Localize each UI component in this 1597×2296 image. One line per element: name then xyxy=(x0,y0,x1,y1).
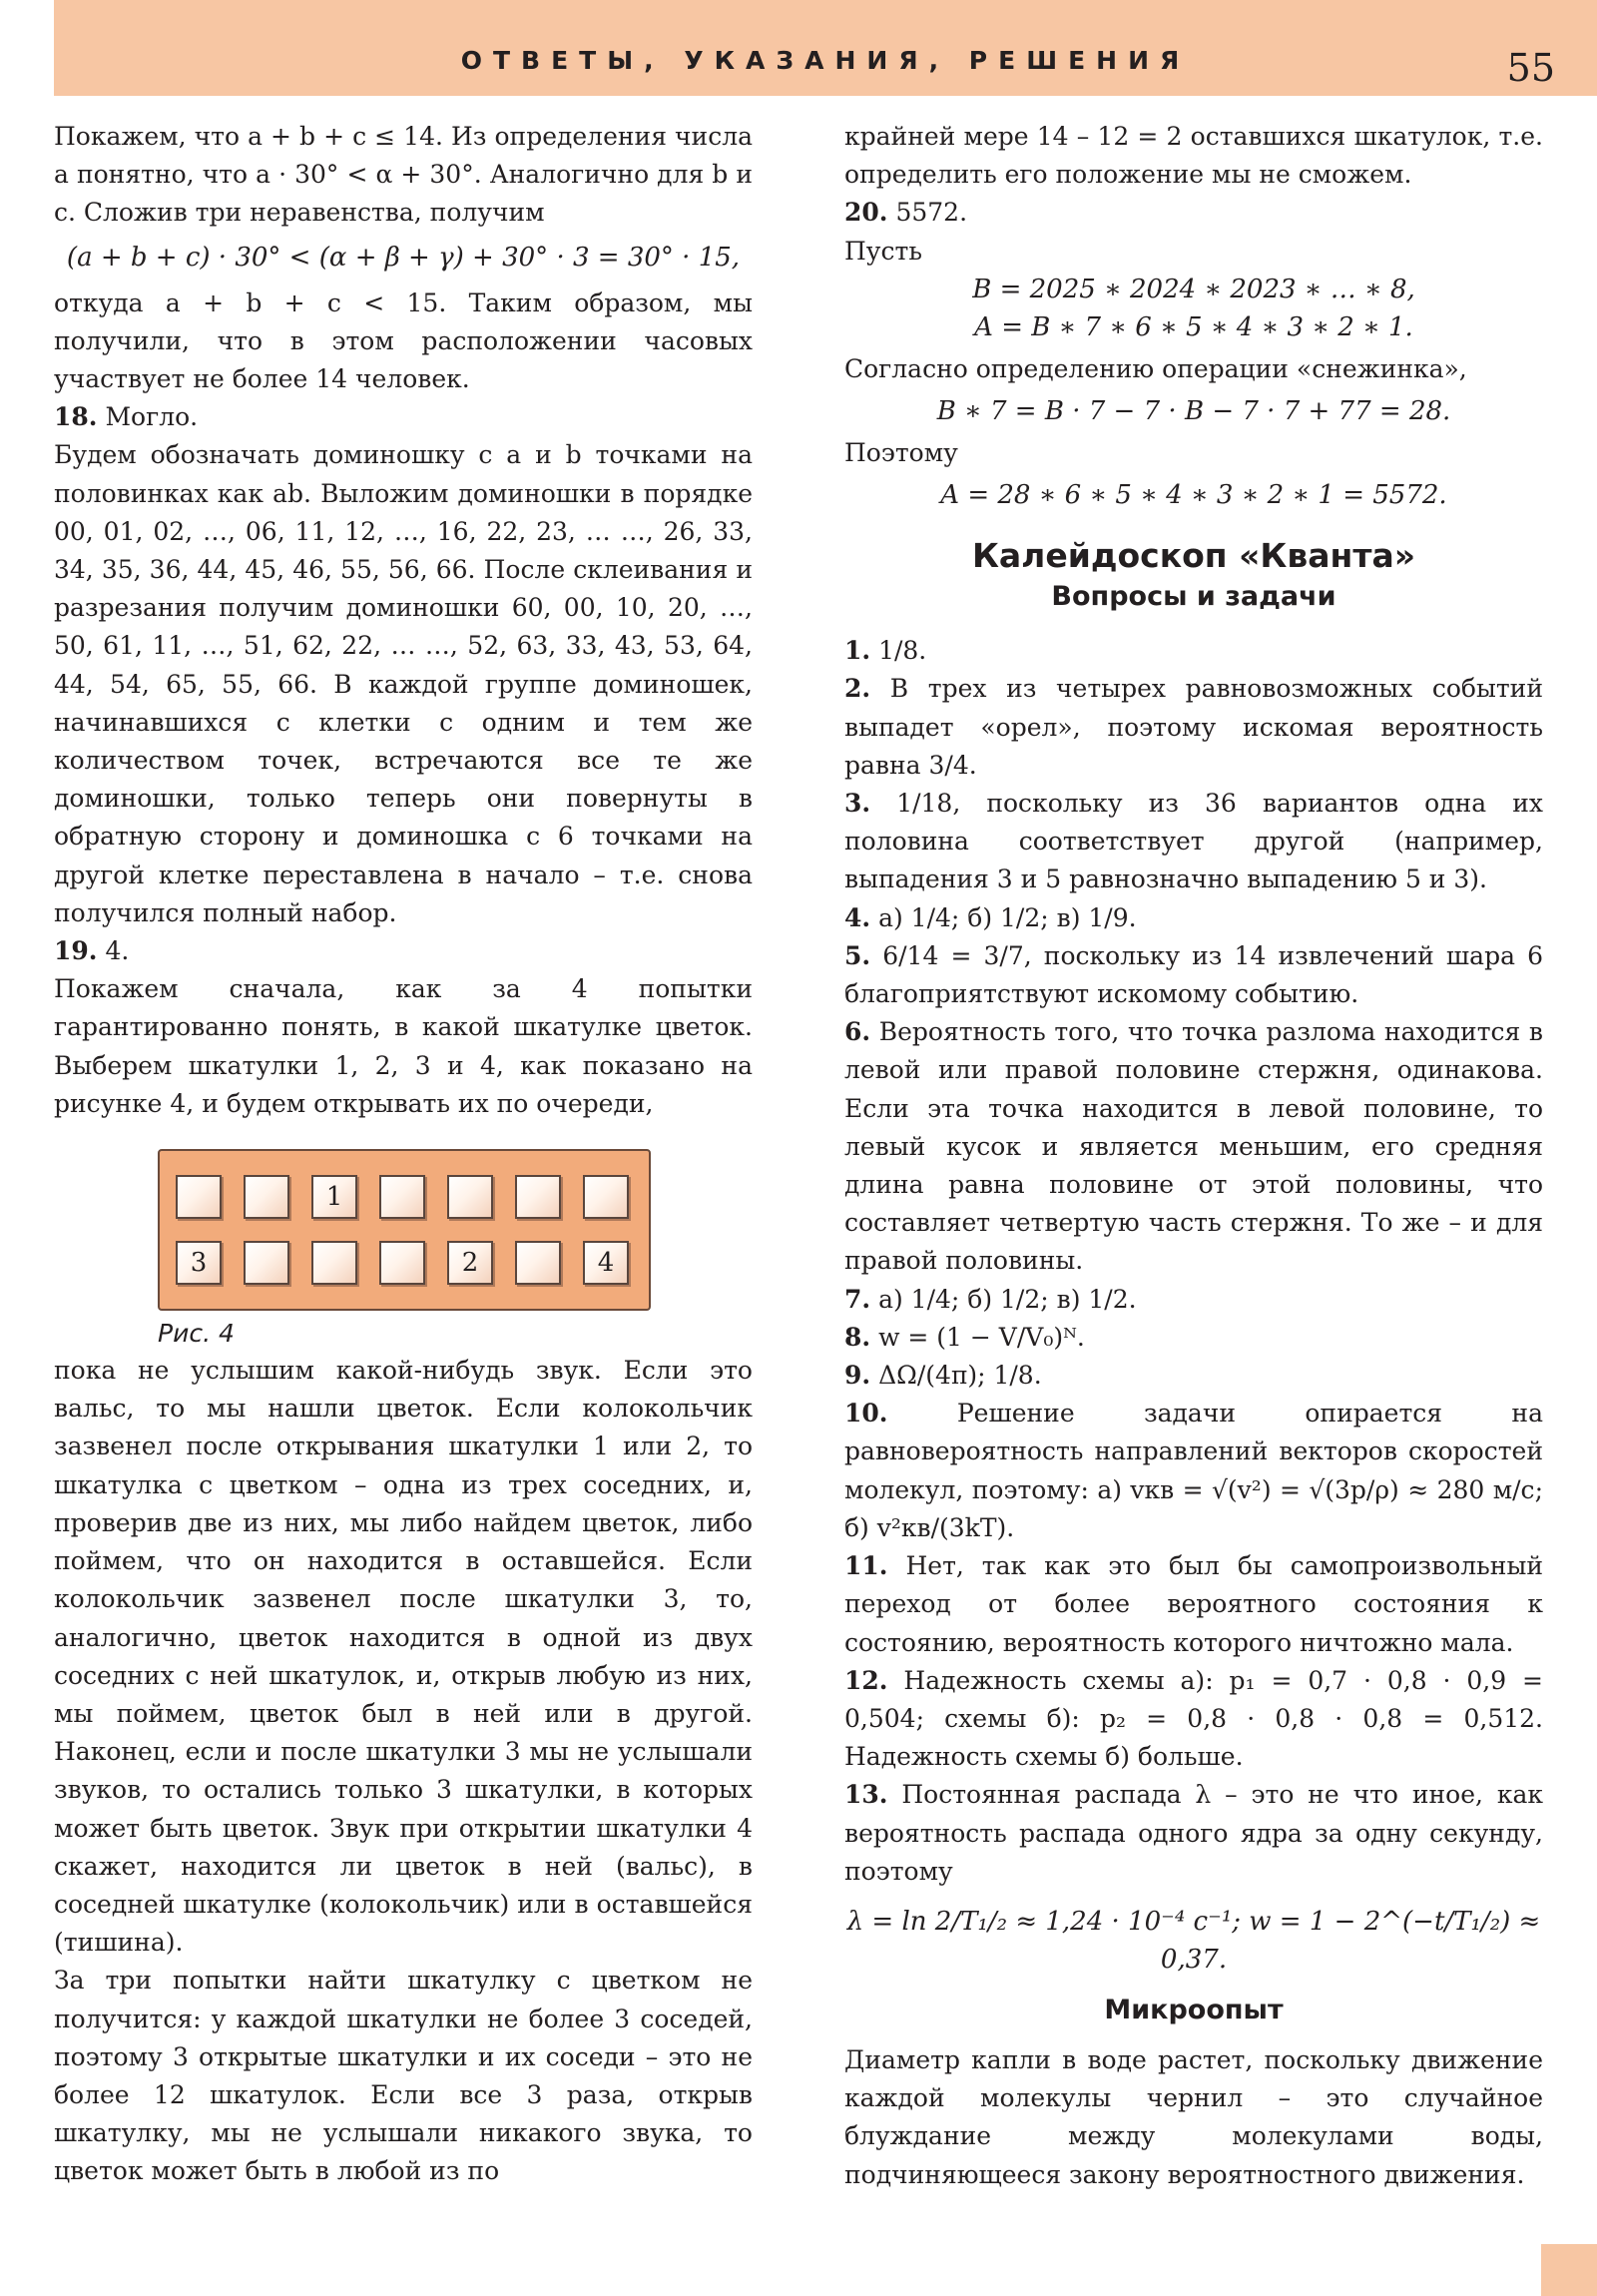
item-number: 11. xyxy=(844,1551,888,1581)
paragraph: пока не услышим какой-нибудь звук. Если это вальс, то мы нашли цветок. Если колокольчик зазвенел после открывания шкатулки 1 или 2, то шкатулка с цветком – одна из трех соседних, и, проверив две из них, мы либо найдем цветок, либо поймем, что он находится в оставшейся. Если колокольчик зазвенел после шкатулки 3, то, аналогично, цветок находится в одной из двух соседних с ней шкатулок, и, открыв любую из них, мы поймем, цветок был в ней или в другой. Наконец, если и после шкатулки 3 мы не услышали звуков, то остались только 3 шкатулки, в которых может быть цветок. Звук при открытии шкатулки 4 скажет, находится ли цветок в ней (вальс), в соседней шкатулке (колокольчик) или в оставшейся (тишина). xyxy=(54,1356,753,1958)
equation: B = 2025 ∗ 2024 ∗ 2023 ∗ … ∗ 8, xyxy=(972,274,1415,304)
item-number: 13. xyxy=(844,1780,888,1810)
item-number: 6. xyxy=(844,1017,871,1047)
paragraph: Согласно определению операции «снежинка», xyxy=(844,353,1467,383)
paragraph: Диаметр капли в воде растет, поскольку движение каждой молекулы чернил – это случайное блуждание между молекулами воды, подчиняющееся закону вероятностного движения. xyxy=(844,2044,1543,2189)
corner-tab xyxy=(1541,2244,1597,2296)
answer-text: Могло. xyxy=(105,402,199,432)
answer-item xyxy=(844,1281,1543,1319)
equation: (a + b + c) · 30° < (α + β + γ) + 30° · 3 = 30° · 15, xyxy=(66,242,741,273)
answer-item xyxy=(844,1547,1543,1662)
item-text: 1/8. xyxy=(878,636,927,666)
answer-item xyxy=(844,632,1543,670)
paragraph: Будем обозначать доминошку с a и b точками на половинках как ab. Выложим доминошки в порядке 00, 01, 02, …, 06, 11, 12, …, 16, 22, 23, … …, 26, 33, 34, 35, 36, 44, 45, 46, 55, 56, 66. После склеивания и разрезания получим доминошки 60, 00, 10, 20, …, 50, 61, 11, …, 51, 62, 22, … …, 52, 63, 33, 43, 53, 64, 44, 54, 65, 55, 66. В каждой группе доминошек, начинавшихся с клетки с одним и тем же количеством точек, встречаются все те же доминошки, только теперь они повернуты в обратную сторону и доминошка с 6 точками на другой клетке переставлена в начало – т.е. снова получился полный набор. xyxy=(54,440,753,927)
item-text: w = (1 − V/V₀)ᴺ. xyxy=(878,1322,1085,1352)
answer-number: 20. xyxy=(844,198,888,228)
item-number: 9. xyxy=(844,1361,871,1391)
item-text: Решение задачи опирается на равновероятность направлений векторов скоростей молекул, поэтому: а) vкв = √(v²) = √(3p/ρ) ≈ 280 м/с; б) v²кв/(3kT). xyxy=(844,1399,1543,1542)
page-header xyxy=(54,0,1597,96)
paragraph: Покажем, что a + b + c ≤ 14. Из определения числа a понятно, что a · 30° < α + 30°. Аналогично для b и c. Сложив три неравенства, получим xyxy=(54,122,753,228)
item-text: Постоянная распада λ – это не что иное, как вероятность распада одного ядра за одну секунду, поэтому xyxy=(844,1780,1543,1886)
box xyxy=(515,1241,561,1285)
paragraph: откуда a + b + c < 15. Таким образом, мы получили, что в этом расположении часовых участвует не более 14 человек. xyxy=(54,287,753,394)
answer-text: 4. xyxy=(105,936,130,966)
answer-item xyxy=(844,899,1543,937)
box xyxy=(311,1241,357,1285)
item-text: а) 1/4; б) 1/2; в) 1/2. xyxy=(878,1284,1137,1314)
item-number: 10. xyxy=(844,1399,888,1429)
item-text: Нет, так как это был бы самопроизвольный переход от более вероятного состояния к состоянию, вероятность которого ничтожно мала. xyxy=(844,1551,1544,1657)
item-number: 7. xyxy=(844,1284,871,1314)
right-column xyxy=(844,118,1543,2194)
box xyxy=(379,1175,425,1219)
box xyxy=(583,1175,629,1219)
item-number: 3. xyxy=(844,789,871,819)
equation: λ = ln 2/T₁/₂ ≈ 1,24 · 10⁻⁴ с⁻¹; w = 1 − 2^(−t/T₁/₂) ≈ 0,37. xyxy=(846,1906,1541,1975)
section-title: Калейдоскоп «Кванта» xyxy=(971,536,1416,576)
box-1: 1 xyxy=(311,1175,357,1219)
item-number: 4. xyxy=(844,902,871,932)
answer-item xyxy=(844,1662,1543,1777)
answer-item xyxy=(844,937,1543,1013)
boxes-figure xyxy=(158,1149,651,1311)
item-number: 2. xyxy=(844,674,871,704)
answer-item xyxy=(844,785,1543,899)
item-number: 5. xyxy=(844,940,871,970)
answer-item xyxy=(844,1013,1543,1280)
box xyxy=(176,1175,222,1219)
item-number: 8. xyxy=(844,1322,871,1352)
micro-title: Микроопыт xyxy=(1104,1994,1284,2025)
answer-number: 18. xyxy=(54,402,98,432)
item-text: Надежность схемы а): p₁ = 0,7 · 0,8 · 0,9 = 0,504; схемы б): p₂ = 0,8 · 0,8 · 0,8 = 0,512. Надежность схемы б) больше. xyxy=(844,1665,1543,1772)
item-text: 6/14 = 3/7, поскольку из 14 извлечений шара 6 благоприятствуют искомому событию. xyxy=(844,940,1543,1009)
answer-item xyxy=(844,1357,1543,1395)
box xyxy=(379,1241,425,1285)
left-column xyxy=(54,118,753,2191)
paragraph: Пусть xyxy=(844,236,922,266)
item-number: 12. xyxy=(844,1665,888,1695)
box xyxy=(447,1175,493,1219)
answer-item xyxy=(844,1395,1543,1547)
paragraph: Поэтому xyxy=(844,438,958,468)
item-text: В трех из четырех равновозможных событий выпадет «орел», поэтому искомая вероятность равна 3/4. xyxy=(844,674,1543,780)
equation: B ∗ 7 = B · 7 − 7 · B − 7 · 7 + 77 = 28. xyxy=(936,396,1451,427)
answer-18 xyxy=(54,398,753,436)
paragraph: крайней мере 14 – 12 = 2 оставшихся шкатулок, т.е. определить его положение мы не сможем. xyxy=(844,122,1543,190)
box-4: 4 xyxy=(583,1241,629,1285)
box xyxy=(515,1175,561,1219)
box xyxy=(244,1241,289,1285)
answer-text: 5572. xyxy=(895,198,968,228)
box xyxy=(244,1175,289,1219)
item-text: ΔΩ/(4π); 1/8. xyxy=(878,1361,1042,1391)
paragraph: За три попытки найти шкатулку с цветком не получится: у каждой шкатулки не более 3 соседей, поэтому 3 открытые шкатулки и их соседи – это не более 12 шкатулок. Если все 3 раза, открыв шкатулку, мы не услышали никакого звука, то цветок может быть в любой из по xyxy=(54,1966,753,2186)
answer-item xyxy=(844,670,1543,785)
section-subtitle: Вопросы и задачи xyxy=(1051,581,1336,613)
equation: A = B ∗ 7 ∗ 6 ∗ 5 ∗ 4 ∗ 3 ∗ 2 ∗ 1. xyxy=(974,311,1413,342)
item-text: а) 1/4; б) 1/2; в) 1/9. xyxy=(878,902,1137,932)
box-3: 3 xyxy=(176,1241,222,1285)
header-title: ОТВЕТЫ, УКАЗАНИЯ, РЕШЕНИЯ xyxy=(460,46,1191,75)
equation: A = 28 ∗ 6 ∗ 5 ∗ 4 ∗ 3 ∗ 2 ∗ 1 = 5572. xyxy=(940,480,1447,511)
paragraph: Покажем сначала, как за 4 попытки гарантированно понять, в какой шкатулке цветок. Выберем шкатулки 1, 2, 3 и 4, как показано на рисунке 4, и будем открывать их по очереди, xyxy=(54,974,753,1118)
answer-20 xyxy=(844,194,1543,232)
answer-19 xyxy=(54,932,753,970)
figure-caption: Рис. 4 xyxy=(158,1319,235,1349)
answer-item xyxy=(844,1319,1543,1357)
item-text: 1/18, поскольку из 36 вариантов одна их половина соответствует другой (например, выпадения 3 и 5 равнозначно выпадению 5 и 3). xyxy=(844,789,1543,894)
item-text: Вероятность того, что точка разлома находится в левой или правой половине стержня, одинакова. Если эта точка находится в левой половине, то левый кусок и является меньшим, его средняя длина равна половине от этой половины, что составляет четвертую часть стержня. То же – и для правой половины. xyxy=(844,1017,1543,1276)
item-number: 1. xyxy=(844,636,871,666)
answer-number: 19. xyxy=(54,936,98,966)
box-2: 2 xyxy=(447,1241,493,1285)
answer-item xyxy=(844,1776,1543,1891)
page-number: 55 xyxy=(1506,46,1555,90)
